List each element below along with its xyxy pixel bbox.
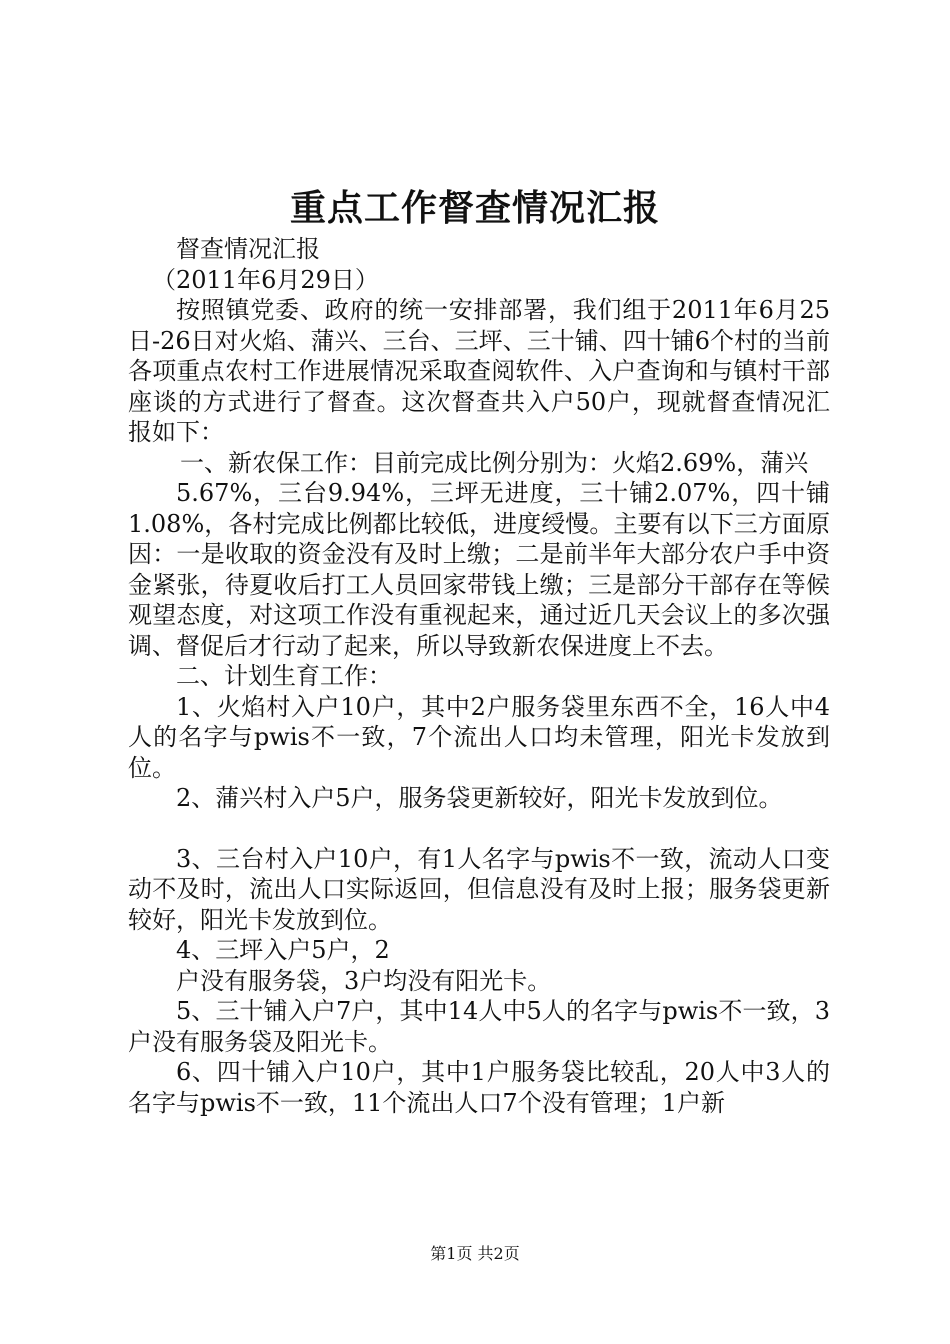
paragraph-item-6: 6、四十铺入户10户，其中1户服务袋比较乱，20人中3人的名字与pwis不一致，11个流出人口7个没有管理；1户新 — [128, 1058, 830, 1117]
paragraph-item-3: 3、三台村入户10户，有1人名字与pwis不一致，流动人口变动不及时，流出人口实际返回，但信息没有及时上报；服务袋更新较好，阳光卡发放到位。 — [128, 844, 830, 934]
paragraph-item-2: 2、蒲兴村入户5户，服务袋更新较好，阳光卡发放到位。 — [176, 784, 783, 812]
paragraph-item-4-part-2: 户没有服务袋，3户均没有阳光卡。 — [176, 966, 552, 995]
paragraph-subtitle: 督查情况汇报 — [176, 235, 320, 263]
paragraph-intro: 按照镇党委、政府的统一安排部署，我们组于2011年6月25日-26日对火焰、蒲兴、三台、三坪、三十铺、四十铺6个村的当前各项重点农村工作进展情况采取查阅软件、入户查询和与镇村干部座谈的方式进行了督查。这次督查共入户50户，现就督查情况汇报如下： — [128, 296, 830, 446]
paragraph-item-5: 5、三十铺入户7户，其中14人中5人的名字与pwis不一致，3户没有服务袋及阳光卡。 — [128, 997, 830, 1056]
paragraph-item-4-part-1: 4、三坪入户5户，2 — [176, 936, 390, 964]
paragraph-section-1-body: 5.67%，三台9.94%，三坪无进度，三十铺2.07%，四十铺1.08%，各村完成比例都比较低，进度绶慢。主要有以下三方面原因：一是收取的资金没有及时上缴；二是前半年大部分农户手中资金紧张，待夏收后打工人员回家带钱上缴；三是部分干部存在等候观望态度，对这项工作没有重视起来，通过近几天会议上的多次强调、督促后才行动了起来，所以导致新农保进度上不去。 — [128, 479, 830, 660]
paragraph-section-1-heading: 一、新农保工作：目前完成比例分别为：火焰2.69%，蒲兴 — [180, 448, 809, 477]
paragraph-section-2-heading: 二、计划生育工作： — [176, 662, 392, 690]
document-title: 重点工作督查情况汇报 — [289, 187, 660, 229]
document-body — [128, 234, 830, 1118]
page-footer: 第1页 共2页 — [430, 1244, 520, 1263]
paragraph-date: （2011年6月29日） — [152, 265, 379, 294]
paragraph-item-1: 1、火焰村入户10户，其中2户服务袋里东西不全，16人中4人的名字与pwis不一致，7个流出人口均未管理，阳光卡发放到位。 — [128, 692, 830, 782]
